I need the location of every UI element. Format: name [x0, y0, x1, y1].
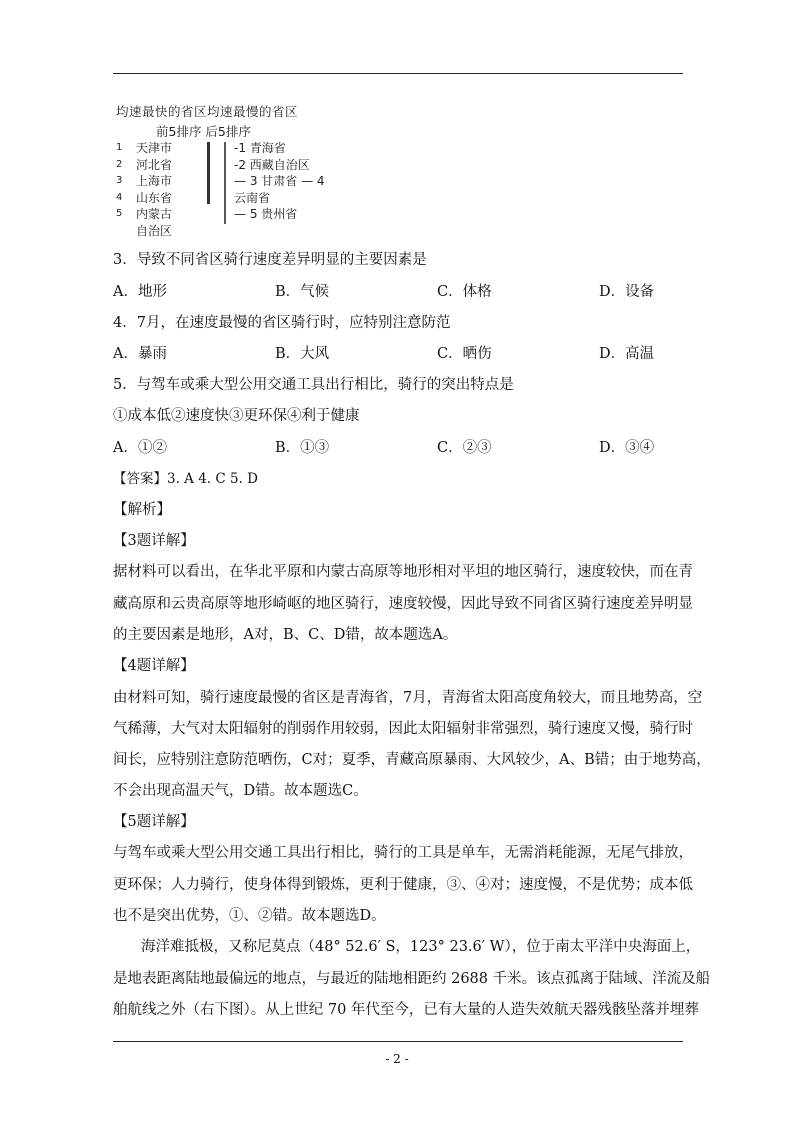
fast-province-list	[136, 140, 172, 239]
detail-3-line: 的主要因素是地形，A对，B、C、D错，故本题选A。	[113, 627, 458, 643]
question-5-stem: 5．与驾车或乘大型公用交通工具出行相比，骑行的突出特点是	[113, 377, 514, 393]
header-rule	[113, 73, 683, 74]
question-5-option-b[interactable]: B．①③	[275, 440, 330, 456]
question-4-option-c[interactable]: C．晒伤	[437, 346, 492, 362]
question-5-option-d[interactable]: D．③④	[599, 440, 655, 456]
question-3-option-b[interactable]: B．气候	[275, 284, 330, 300]
footer-rule	[113, 1041, 683, 1042]
slow-province: — 3 甘肃省 — 4	[234, 174, 325, 188]
detail-3-line: 据材料可以看出，在华北平原和内蒙古高原等地形相对平坦的地区骑行，速度较快，而在青	[113, 564, 693, 580]
detail-5-label: 【5题详解】	[113, 814, 195, 830]
question-4-option-a[interactable]: A．暴雨	[113, 346, 167, 362]
passage-line: 舶航线之外（右下图）。从上世纪 70 年代至今，已有大量的人造失效航天器残骸坠落并埋葬	[113, 1002, 699, 1018]
question-5-sub: ①成本低②速度快③更环保④利于健康	[113, 408, 360, 424]
passage-line: 海洋难抵极，又称尼莫点（48° 52.6′ S，123° 23.6′ W），位于南太平洋中央海面上，	[141, 939, 701, 955]
question-3-option-c[interactable]: C．体格	[437, 284, 492, 300]
question-4-option-b[interactable]: B．大风	[275, 346, 330, 362]
detail-5-line: 与驾车或乘大型公用交通工具出行相比，骑行的工具是单车，无需消耗能源，无尾气排放，	[113, 845, 693, 861]
rank-number: 4	[116, 191, 123, 203]
fast-province: 自治区	[136, 223, 173, 238]
detail-4-line: 间长，应特别注意防范晒伤，C对；夏季，青藏高原暴雨、大风较少，A、B错；由于地势高，	[113, 752, 711, 768]
fast-province: 河北省	[136, 157, 173, 172]
question-4-stem: 4．7月，在速度最慢的省区骑行时，应特别注意防范	[113, 315, 451, 331]
detail-4-line: 不会出现高温天气，D错。故本题选C。	[113, 783, 368, 799]
page-number: - 2 -	[385, 1052, 409, 1066]
fast-bar	[207, 142, 210, 204]
question-4-option-d[interactable]: D．高温	[599, 346, 655, 362]
slow-province: 云南省	[234, 190, 271, 205]
slow-province-list	[234, 140, 325, 223]
rank-number: 3	[116, 175, 123, 186]
figure-title-line1: 均速最快的省区均速最慢的省区	[116, 104, 299, 119]
answer-line: 【答案】3. A 4. C 5. D	[113, 471, 258, 487]
fast-province: 上海市	[136, 174, 173, 188]
rank-number: 1	[116, 142, 123, 153]
detail-4-label: 【4题详解】	[113, 658, 195, 674]
slow-bar	[224, 142, 226, 224]
detail-5-line: 也不是突出优势，①、②错。故本题选D。	[113, 908, 386, 924]
fast-province: 天津市	[136, 141, 173, 155]
question-3-option-d[interactable]: D．设备	[599, 284, 655, 300]
slow-province: — 5 贵州省	[234, 207, 298, 221]
detail-5-line: 更环保；人力骑行，使身体得到锻炼，更利于健康，③、④对；速度慢，不是优势；成本低	[113, 877, 693, 893]
question-3-option-a[interactable]: A．地形	[113, 284, 167, 300]
detail-4-line: 由材料可知，骑行速度最慢的省区是青海省，7月，青海省太阳高度角较大，而且地势高，空	[113, 690, 703, 706]
question-5-option-a[interactable]: A．①②	[113, 440, 167, 456]
analysis-label: 【解析】	[113, 502, 171, 518]
detail-4-line: 气稀薄，大气对太阳辐射的削弱作用较弱，因此太阳辐射非常强烈，骑行速度又慢，骑行时	[113, 721, 693, 737]
rank-numbers	[116, 140, 128, 223]
rank-number: 2	[116, 158, 123, 170]
detail-3-line: 藏高原和云贵高原等地形崎岖的地区骑行，速度较慢，因此导致不同省区骑行速度差异明显	[113, 596, 693, 612]
detail-3-label: 【3题详解】	[113, 533, 195, 549]
fast-province: 内蒙古	[136, 207, 173, 221]
slow-province: -2 西藏自治区	[234, 157, 310, 172]
passage-line: 是地表距离陆地最偏远的地点，与最近的陆地相距约 2688 千米。该点孤离于陆域、洋流及船	[113, 971, 711, 987]
slow-province: -1 青海省	[234, 141, 286, 155]
figure-title-line2: 前5排序 后5排序	[156, 124, 251, 139]
question-3-stem: 3．导致不同省区骑行速度差异明显的主要因素是	[113, 252, 427, 268]
rank-number: 5	[116, 208, 123, 219]
speed-ranking-figure	[116, 102, 346, 238]
fast-province: 山东省	[136, 190, 173, 205]
question-5-option-c[interactable]: C．②③	[437, 440, 492, 456]
